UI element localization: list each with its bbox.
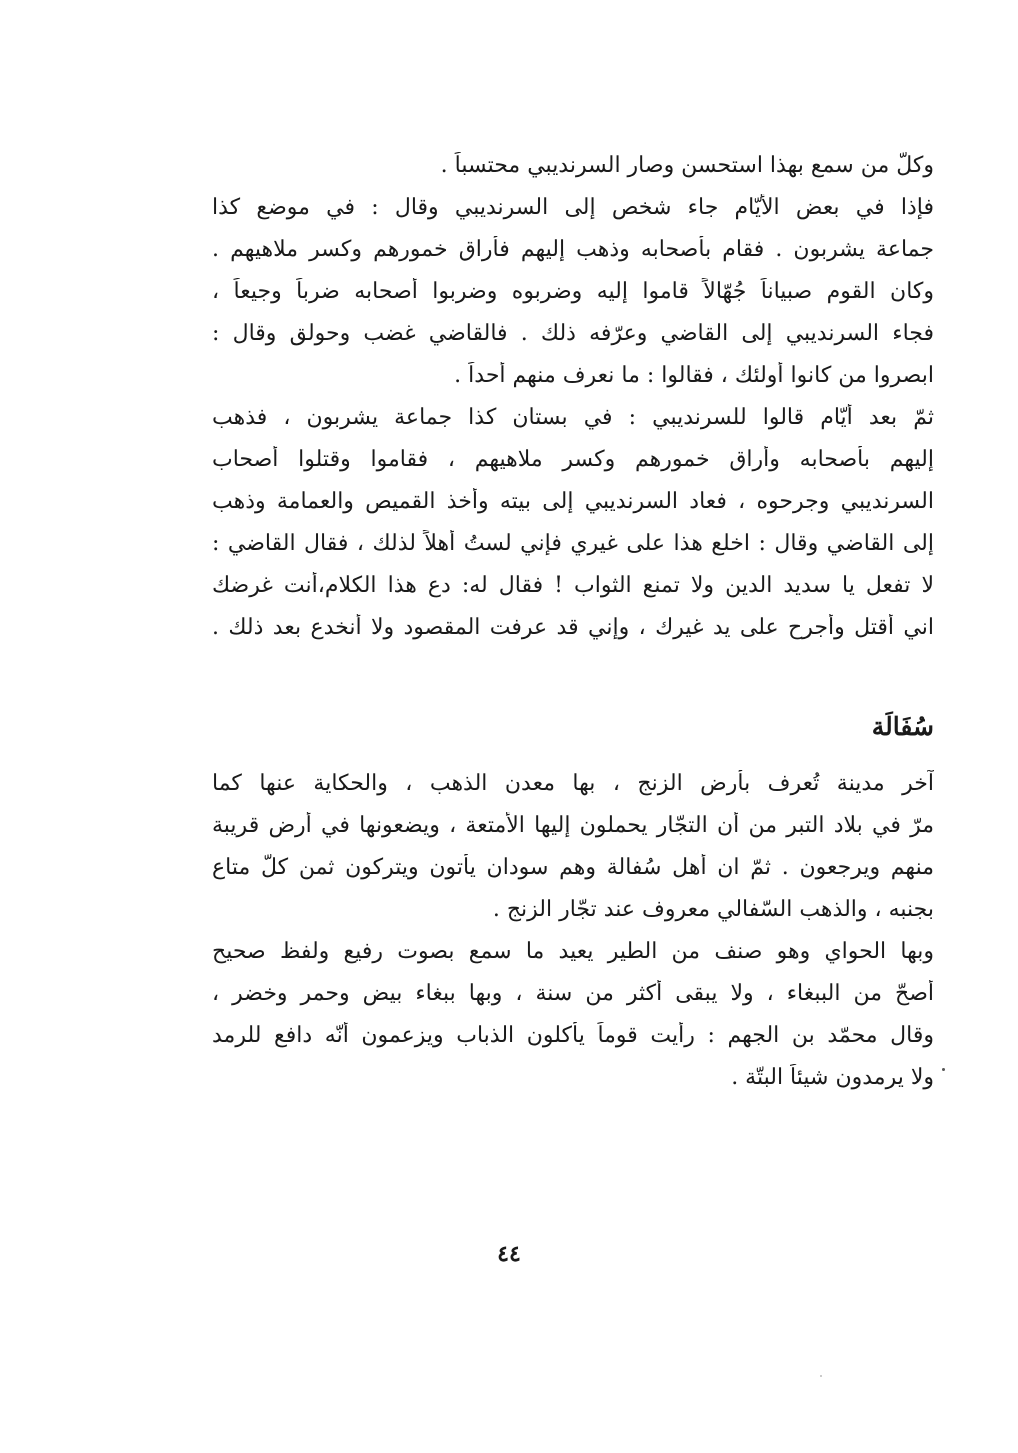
text-line: وكان القوم صبياناً جُهّالاً قاموا إليه وضربوه وضربوا أصحابه ضرباً وجيعاً ، <box>212 279 934 304</box>
text-line: وكلّ من سمع بهذا استحسن وصار السرنديبي محتسباً . <box>440 153 934 178</box>
text-line: ابصروا من كانوا أولئك ، فقالوا : ما نعرف منهم أحداً . <box>454 363 934 388</box>
text-line: وقال محمّد بن الجهم : رأيت قوماً يأكلون الذباب ويزعمون أنّه دافع للرمد <box>212 1023 934 1048</box>
text-line: وبها الحواي وهو صنف من الطير يعيد ما سمع بصوت رفيع ولفظ صحيح <box>212 939 934 964</box>
text-line: فإذا في بعض الأيّام جاء شخص إلى السرنديبي وقال : في موضع كذا <box>212 195 934 220</box>
text-line: بجنبه ، والذهب السّفالي معروف عند تجّار الزنج . <box>492 897 934 922</box>
text-line: أصحّ من الببغاء ، ولا يبقى أكثر من سنة ، وبها ببغاء بيض وحمر وخضر ، <box>212 981 934 1006</box>
scan-speck <box>942 1068 945 1071</box>
text-line: ولا يرمدون شيئاً البتّة . <box>731 1065 934 1090</box>
text-line: ثمّ بعد أيّام قالوا للسرنديبي : في بستان كذا جماعة يشربون ، فذهب <box>212 405 934 430</box>
bottom-text-block <box>212 770 934 1106</box>
page-number: ٤٤ <box>497 1241 521 1267</box>
text-line: إلى القاضي وقال : اخلع هذا على غيري فإني لستُ أهلاً لذلك ، فقال القاضي : <box>212 531 934 556</box>
top-text-block <box>212 152 934 656</box>
text-line: لا تفعل يا سديد الدين ولا تمنع الثواب ! فقال له: دع هذا الكلام،أنت غرضك <box>212 573 934 598</box>
text-line: جماعة يشربون . فقام بأصحابه وذهب إليهم فأراق خمورهم وكسر ملاهيهم . <box>212 237 934 262</box>
text-line: اني أقتل وأُجرح على يد غيرك ، وإني قد عرفت المقصود ولا أنخدع بعد ذلك . <box>212 615 934 640</box>
text-line: مرّ في بلاد التبر من أن التجّار يحملون إليها الأمتعة ، ويضعونها في أرض قريبة <box>212 813 934 838</box>
scan-speck <box>820 1375 822 1377</box>
section-heading: سُفَالَة <box>871 712 934 741</box>
text-line: آخر مدينة تُعرف بأرض الزنج ، بها معدن الذهب ، والحكاية عنها كما <box>212 771 934 796</box>
text-line: فجاء السرنديبي إلى القاضي وعرّفه ذلك . فالقاضي غضب وحولق وقال : <box>212 321 934 346</box>
text-line: السرنديبي وجرحوه ، فعاد السرنديبي إلى بيته وأخذ القميص والعمامة وذهب <box>212 489 934 514</box>
text-line: إليهم بأصحابه وأراق خمورهم وكسر ملاهيهم ، فقاموا وقتلوا أصحاب <box>212 447 934 472</box>
text-line: منهم ويرجعون . ثمّ ان أهل سُفالة وهم سودان يأتون ويتركون ثمن كلّ متاع <box>212 855 934 880</box>
